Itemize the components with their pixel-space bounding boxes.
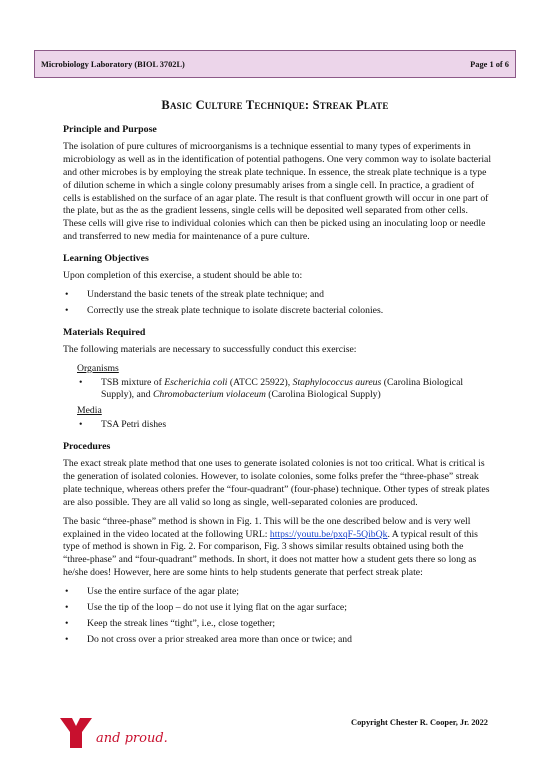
university-logo [58,716,168,752]
objectives-heading: Learning Objectives [63,253,149,265]
organisms-section [77,363,491,433]
media-label: Media [77,405,102,417]
page-number: Page 1 of 6 [470,59,509,69]
running-header [34,50,516,78]
document-title: Basic Culture Technique: Streak Plate [161,98,389,112]
course-name: Microbiology Laboratory (BIOL 3702L) [41,59,185,69]
procedures-heading: Procedures [63,441,111,453]
objectives-list [63,289,491,318]
procedures-paragraph-1: The exact streak plate method that one uses to generate isolated colonies is not too critical. What is critical is the generation of isolated colonies. However, to isolate colonies, some folks prefer the “three-phase” streak plate technique, whereas others prefer the “four-quadrant” (four-phase) technique. Other types of streak plates are also possible. They are all valid so long as single, well-separated colonies are produced. [63,458,490,508]
video-link[interactable]: https://youtu.be/pxqF-5QibQk [269,528,388,540]
objectives-intro: Upon completion of this exercise, a student should be able to: [63,270,303,282]
hint-item: • Use the entire surface of the agar plate; [63,586,491,599]
materials-heading: Materials Required [63,326,146,338]
procedures-paragraph-2: The basic “three-phase” method is shown in Fig. 1. This will be the one described below and is very well explained in the video located at the following URL: https://youtu.be/pxqF-5QibQk. A typical result of this type of method is shown in Fig. 2. For comparison, Fig. 3 shows similar results obtained using both the “three-phase” and “four-quadrant” methods. In short, it does not matter how a student gets there so long as he/she does! However, here are some hints to help students generate that perfect streak plate: [63,515,478,579]
organisms-label: Organisms [77,362,119,374]
principle-heading: Principle and Purpose [63,124,157,135]
document-body [63,124,491,650]
hints-list [63,586,491,647]
organisms-item: • TSB mixture of Escherichia coli (ATCC 25922), Staphylococcus aureus (Carolina Biological Supply), and Chromobacterium violaceum (Carolina Biological Supply) [77,377,491,403]
objective-item: • Understand the basic tenets of the streak plate technique; and [63,289,491,302]
objective-item: • Correctly use the streak plate technique to isolate discrete bacterial colonies. [63,305,491,318]
copyright-notice: Copyright Chester R. Cooper, Jr. 2022 [351,718,488,727]
hint-item: • Keep the streak lines “tight”, i.e., close together; [63,618,491,631]
hint-item: • Do not cross over a prior streaked area more than once or twice; and [63,634,491,647]
principle-text: The isolation of pure cultures of microorganisms is a technique essential to many types of experiments in microbiology as well as in the identification of potential pathogens. One very common way to isolate bacterial and other microbes is by employing the streak plate technique. In essence, the streak plate technique is a type of dilution scheme in which a single colony presumably arises from a single cell. In practice, a gradient of cells is established on the surface of an agar plate. The result is that confluent growth will occur in one part of the plate, but as the as the gradient lessens, single cells will be deposited well separated from other cells. These cells will give rise to individual colonies which can then be picked using an inoculating loop or needle and transferred to new media for maintenance of a pure culture. [63,140,492,243]
logo-tagline: and proud. [96,731,168,746]
organisms-list [77,377,491,403]
media-item: • TSA Petri dishes [77,419,491,432]
materials-intro: The following materials are necessary to successfully conduct this exercise: [63,343,357,355]
media-list [77,419,491,432]
hint-item: • Use the tip of the loop – do not use it lying flat on the agar surface; [63,602,491,615]
